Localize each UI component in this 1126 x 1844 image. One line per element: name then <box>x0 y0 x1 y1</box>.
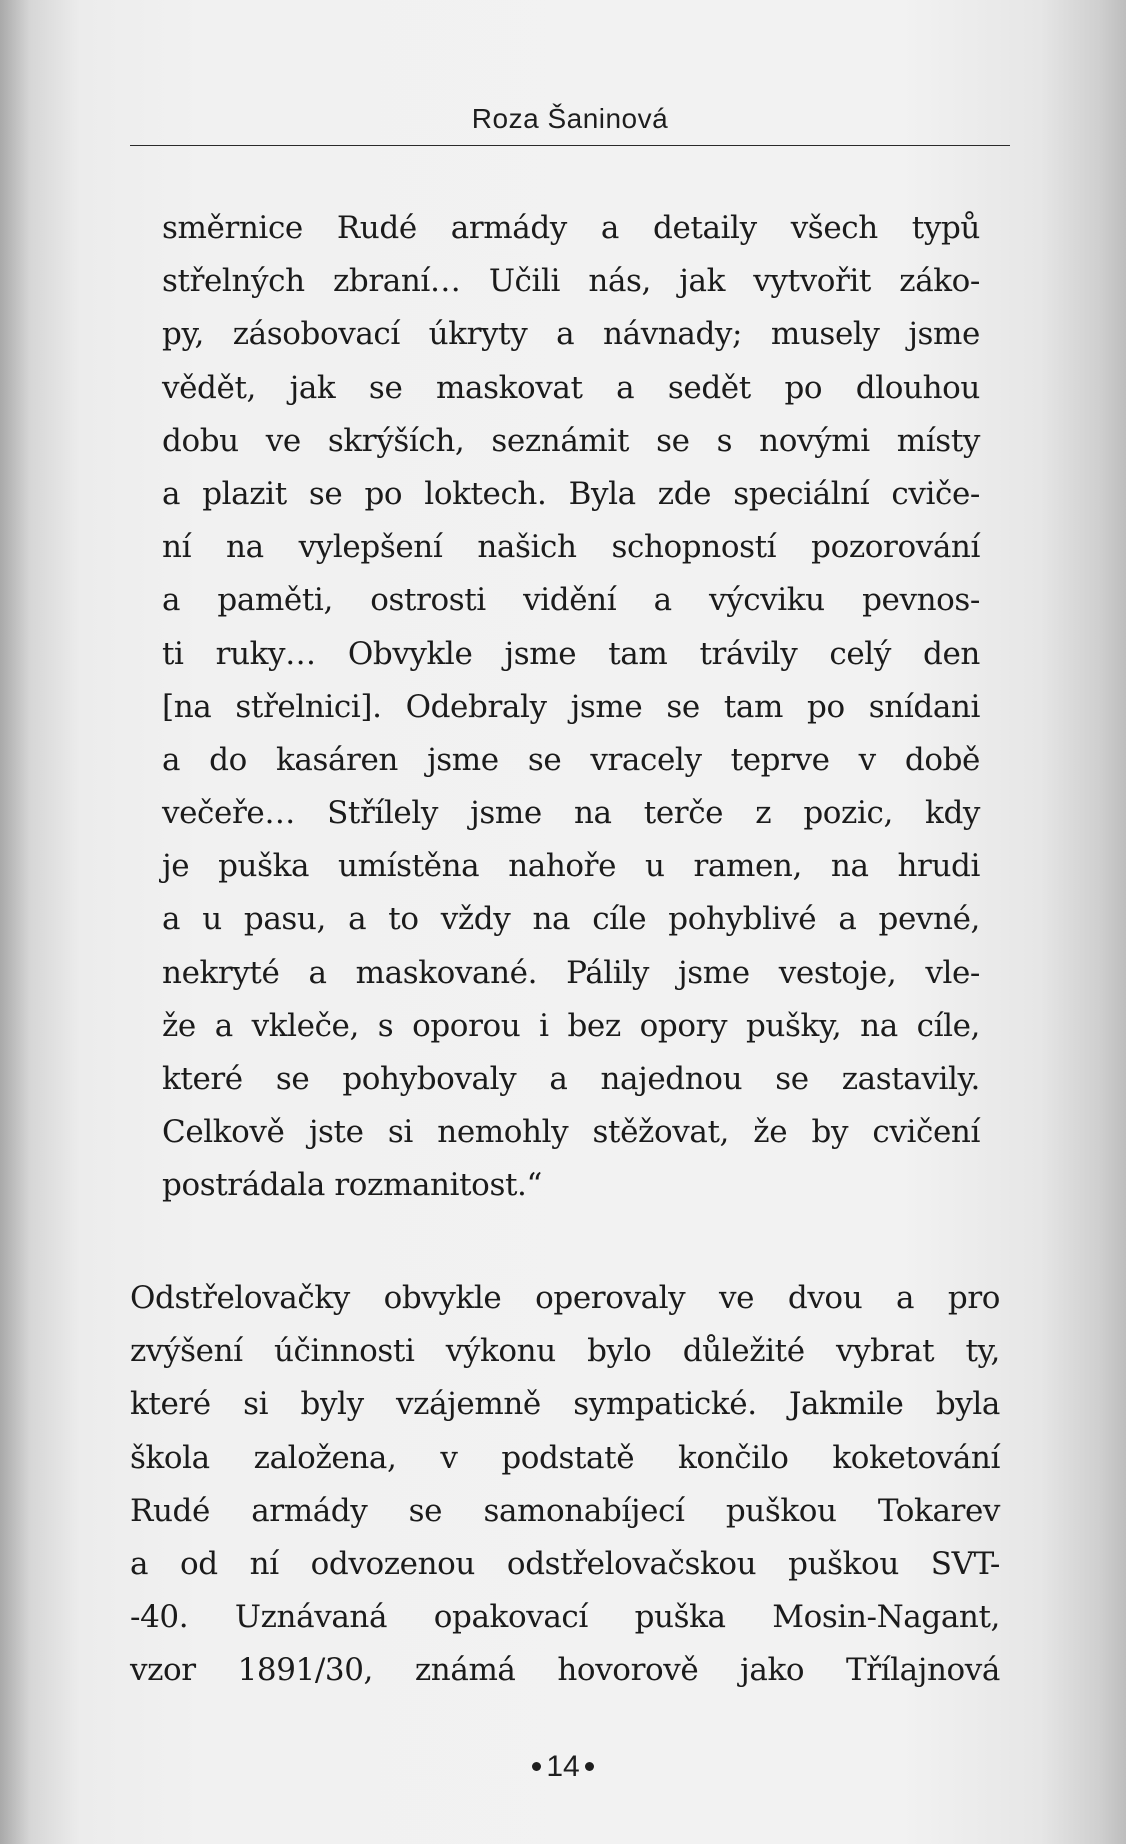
text-line: a u pasu, a to vždy na cíle pohyblivé a pevné, <box>162 901 980 938</box>
text-line: škola založena, v podstatě končilo koketování <box>130 1439 1000 1476</box>
text-line: [na střelnici]. Odebraly jsme se tam po snídani <box>162 688 980 725</box>
text-line: večeře… Střílely jsme na terče z pozic, kdy <box>162 795 980 832</box>
text-line: dobu ve skrýších, seznámit se s novými místy <box>162 422 980 459</box>
text-line: postrádala rozmanitost.“ <box>162 1167 542 1204</box>
text-line: a od ní odvozenou odstřelovačskou puškou SVT- <box>130 1545 1000 1582</box>
text-line: že a vkleče, s oporou i bez opory pušky, na cíle, <box>162 1007 980 1044</box>
paragraph-body <box>130 1272 1000 1698</box>
text-line: které se pohybovaly a najednou se zastavily. <box>162 1061 980 1097</box>
text-line: nekryté a maskované. Pálily jsme vestoje, vle- <box>162 954 980 991</box>
text-line: -40. Uznávaná opakovací puška Mosin-Nagant, <box>130 1599 1000 1636</box>
text-line: Rudé armády se samonabíjecí puškou Tokarev <box>130 1492 1000 1529</box>
text-line: Celkově jste si nemohly stěžovat, že by cvičení <box>162 1114 980 1151</box>
running-head: Roza Šaninová <box>471 103 669 134</box>
text-line: střelných zbraní… Učili nás, jak vytvořit záko- <box>162 263 980 300</box>
dot-icon <box>585 1762 594 1771</box>
paragraph-quote <box>162 202 980 1213</box>
text-line: ti ruky… Obvykle jsme tam trávily celý den <box>162 635 980 672</box>
text-line: a do kasáren jsme se vracely teprve v době <box>162 741 980 778</box>
text-line: vědět, jak se maskovat a sedět po dlouhou <box>162 369 980 406</box>
text-line: zvýšení účinnosti výkonu bylo důležité vybrat ty, <box>130 1333 1000 1370</box>
text-line: a paměti, ostrosti vidění a výcviku pevnos- <box>162 582 980 619</box>
header-rule <box>130 145 1010 146</box>
text-line: je puška umístěna nahoře u ramen, na hrudi <box>162 848 980 885</box>
dot-icon <box>532 1762 541 1771</box>
text-line: vzor 1891/30, známá hovorově jako Třílajnová <box>130 1652 1000 1689</box>
text-line: které si byly vzájemně sympatické. Jakmile byla <box>130 1386 1000 1423</box>
page-number: 14 <box>546 1750 580 1783</box>
text-line: Odstřelovačky obvykle operovaly ve dvou a pro <box>130 1280 1000 1316</box>
page-number-footer <box>500 1750 626 1784</box>
text-line: směrnice Rudé armády a detaily všech typů <box>162 210 980 246</box>
text-line: a plazit se po loktech. Byla zde speciální cviče- <box>162 475 980 512</box>
text-line: ní na vylepšení našich schopností pozorování <box>162 529 980 566</box>
text-line: py, zásobovací úkryty a návnady; musely jsme <box>162 316 980 353</box>
